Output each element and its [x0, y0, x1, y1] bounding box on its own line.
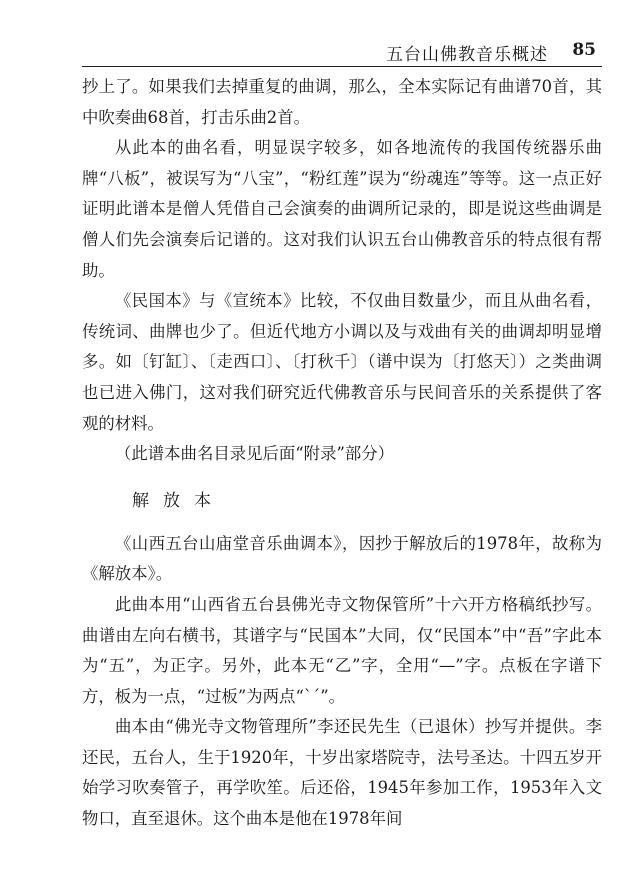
- paragraph-appendix-note: （此谱本曲名目录见后面“附录”部分）: [115, 444, 395, 464]
- paragraph-jiefang-notation: 此曲本用“山西省五台县佛光寺文物保管所”十六开方格稿纸抄写。曲谱由左向右横书，其谱字与“民国本”大同，仅“民国本”中“吾”字此本为“五”，为正字。另外，此本无“乙”字，全用“—”字。点板在字谱下方，板为一点，“过板”为两点“ˋˊ”。: [82, 594, 602, 706]
- paragraph-misspelled-titles: 从此本的曲名看，明显误字较多，如各地流传的我国传统器乐曲牌“八板”，被误写为“八宝”，“粉红莲”误为“纷魂连”等等。这一点正好证明此谱本是僧人凭借自己会演奏的曲调所记录的，即是说这些曲调是僧人们先会演奏后记谱的。这对我们认识五台山佛教音乐的特点很有帮助。: [82, 138, 602, 280]
- paragraph-minguo-vs-xuantong: 《民国本》与《宣统本》比较，不仅曲目数量少，而且从曲名看，传统词、曲牌也少了。但近代地方小调以及与戏曲有关的曲调却明显增多。如〔钉缸〕、〔走西口〕、〔打秋千〕（谱中误为〔打悠天〕）之类曲调也已进入佛门，这对我们研究近代佛教音乐与民间音乐的关系提供了客观的材料。: [82, 291, 602, 433]
- section-heading: 解放本: [132, 490, 225, 511]
- page-number: 85: [572, 40, 596, 60]
- running-header-title: 五台山佛教音乐概述: [386, 45, 548, 65]
- paragraph-continued: 抄上了。如果我们去掉重复的曲调，那么，全本实际记有曲谱70首，其中吹奏曲68首，打击乐曲2首。: [82, 77, 602, 127]
- page-body: [82, 72, 602, 835]
- paragraph-jiefang-provider: 曲本由“佛光寺文物管理所”李还民先生（已退休）抄写并提供。李还民，五台人，生于1920年，十岁出家塔院寺，法号圣达。十四五岁开始学习吹奏管子，再学吹笙。后还俗，1945年参加工作，1953年入文物口，直至退休。这个曲本是他在1978年间: [82, 717, 602, 829]
- running-header: [82, 38, 602, 67]
- paragraph-jiefang-intro: 《山西五台山庙堂音乐曲调本》，因抄于解放后的1978年，故称为《解放本》。: [82, 533, 602, 584]
